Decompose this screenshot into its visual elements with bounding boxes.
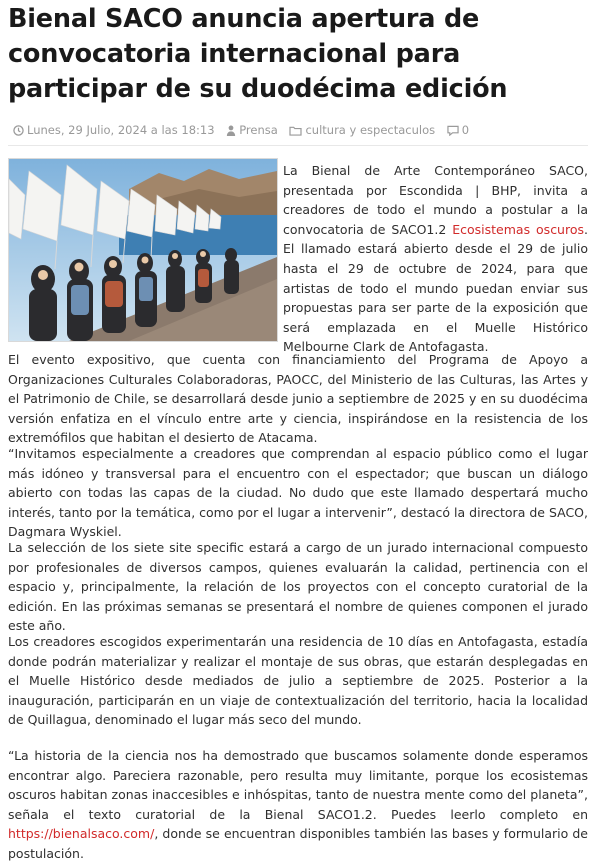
clock-icon <box>13 122 24 142</box>
article-meta <box>13 120 593 140</box>
paragraph-6-text-b: , donde se encuentran disponibles también las bases y formulario de postulación. <box>8 826 588 861</box>
paragraph-3: “Invitamos especialmente a creadores que comprendan al espacio público como el lugar más idóneo y transversal para el encuentro con el espectador; que buscan un diálogo abierto con todas las capas de la ciudad. No dudo que este llamado despertará mucho interés, tanto por la temática, como por el lugar a intervenir”, destacó la directora de SACO, Dagmara Wyskiel. <box>8 446 588 540</box>
meta-category-link[interactable]: cultura y espectaculos <box>305 123 436 137</box>
meta-comments-count[interactable]: 0 <box>461 123 470 137</box>
meta-author-link[interactable]: Prensa <box>239 123 278 137</box>
paragraph-2: El evento expositivo, que cuenta con financiamiento del Programa de Apoyo a Organizaciones Culturales Colaboradoras, PAOCC, del Ministerio de las Culturas, las Artes y el Patrimonio de Chile, se desarrollará desde junio a septiembre de 2025 y en su duodécima versión enfatiza en el vínculo entre arte y ciencia, inspirándose en la resistencia de los extremófilos que habitan el desierto de Atacama. <box>8 352 588 446</box>
meta-divider <box>8 145 588 146</box>
user-icon <box>226 122 236 142</box>
paragraph-1 <box>283 161 588 357</box>
article-title: Bienal SACO anuncia apertura de convocatoria internacional para participar de su duodécima edición <box>8 4 508 104</box>
meta-category[interactable] <box>289 120 435 142</box>
folder-icon <box>289 122 302 142</box>
paragraph-5: Los creadores escogidos experimentarán una residencia de 10 días en Antofagasta, estadía donde podrán materializar y realizar el montaje de sus obras, que estarán desplegadas en el Muelle Histórico desde mediados de julio a septiembre de 2025. Posterior a la inauguración, participarán en un viaje de contextualización del territorio, hacia la localidad de Quillagua, denominado el lugar más seco del mundo. <box>8 634 588 728</box>
article-photo <box>8 158 278 342</box>
bienalsaco-website-link[interactable]: https://bienalsaco.com/ <box>8 826 155 842</box>
paragraph-1-text-b: . El llamado estará abierto desde el 29 de julio hasta el 29 de octubre de 2024, para que artistas de todo el mundo puedan enviar sus propuestas para ser parte de la exposición que será emplazada en el Muelle Histórico Melbourne Clark de Antofagasta. <box>283 221 588 355</box>
meta-date <box>13 120 215 142</box>
meta-comments[interactable] <box>447 120 469 142</box>
meta-date-text: Lunes, 29 Julio, 2024 a las 18:13 <box>27 123 215 137</box>
paragraph-1-text-a: La Bienal de Arte Contemporáneo SACO, presentada por Escondida | BHP, invita a creadores de todo el mundo a postular a la convocatoria de SACO1.2 <box>283 163 588 237</box>
meta-author[interactable] <box>226 120 278 142</box>
paragraph-6-text-a: “La historia de la ciencia nos ha demostrado que buscamos solamente donde esperamos encontrar algo. Pareciera razonable, pero resulta muy limitante, porque los ecosistemas oscuros habitan zonas inaccesibles e inhóspitas, tanto de nuestra mente como del planeta”, señala el texto curatorial de la Bienal SACO1.2. Puedes leerlo completo en <box>8 748 588 822</box>
paragraph-4: La selección de los siete site specific estará a cargo de un jurado internacional compuesto por profesionales de diversos campos, quienes evaluarán la calidad, pertinencia con el espacio y, principalmente, la relación de los proyectos con el concepto curatorial de la edición. En las próximas semanas se presentará el nombre de quienes componen el jurado este año. <box>8 540 588 634</box>
comment-icon <box>447 122 459 142</box>
ecosistemas-oscuros-link[interactable]: Ecosistemas oscuros <box>452 221 585 237</box>
